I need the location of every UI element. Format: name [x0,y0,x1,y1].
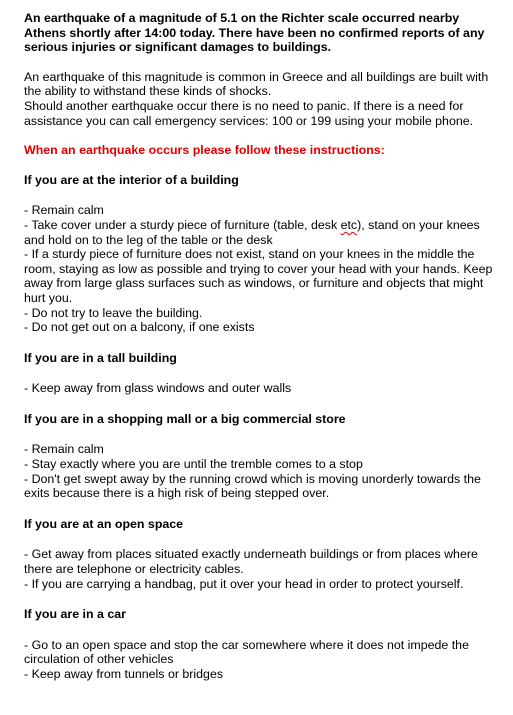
section-title-interior: If you are at the interior of a building [24,172,239,187]
spellcheck-mark: etc [340,217,358,232]
list-item: - Take cover under a sturdy piece of furniture (table, desk etc), stand on your knees and hold on to the leg of the table or the desk [24,217,480,247]
intro-paragraph-1: An earthquake of this magnitude is common in Greece and all buildings are built with the ability to withstand these kinds of shocks. [24,69,489,99]
list-item: - Stay exactly where you are until the tremble comes to a stop [24,457,363,472]
section-list-open-space [24,547,495,591]
list-item: - Don't get swept away by the running crowd which is moving unorderly towards the exits because there is a high risk of being stepped over. [24,471,481,501]
list-item: - Go to an open space and stop the car somewhere where it does not impede the circulation of other vehicles [24,637,469,667]
list-item: - Remain calm [24,203,104,218]
list-item: - Do not get out on a balcony, if one exists [24,320,255,335]
list-item: - Remain calm [24,442,104,457]
instructions-heading: When an earthquake occurs please follow these instructions: [24,143,385,158]
section-list-car [24,638,495,682]
section-title-tall-building: If you are in a tall building [24,350,177,365]
section-list-tall-building [24,381,495,396]
list-item: - If you are carrying a handbag, put it over your head in order to protect yourself. [24,576,464,591]
list-item: - Keep away from tunnels or bridges [24,667,224,681]
list-item: - Keep away from glass windows and outer walls [24,381,292,396]
intro-paragraph-2: Should another earthquake occur there is no need to panic. If there is a need for assistance you can call emergency services: 100 or 199 using your mobile phone. [24,98,474,128]
section-list-shopping-mall [24,442,495,500]
list-item: - If a sturdy piece of furniture does not exist, stand on your knees in the middle the room, staying as low as possible and trying to cover your head with your hands. Keep away from large glass surfaces such as windows, or furniture and objects that might hurt you. [24,247,493,305]
section-list-interior [24,203,495,334]
section-title-open-space: If you are at an open space [24,516,184,531]
list-item: - Do not try to leave the building. [24,305,203,320]
intro-headline: An earthquake of a magnitude of 5.1 on the Richter scale occurred nearby Athens shortly after 14:00 today. There have been no confirmed reports of any serious injuries or significant damages to buildings. [24,11,485,55]
section-title-shopping-mall: If you are in a shopping mall or a big commercial store [24,411,346,426]
list-item: - Get away from places situated exactly underneath buildings or from places where there are telephone or electricity cables. [24,547,478,577]
section-title-car: If you are in a car [24,607,126,622]
